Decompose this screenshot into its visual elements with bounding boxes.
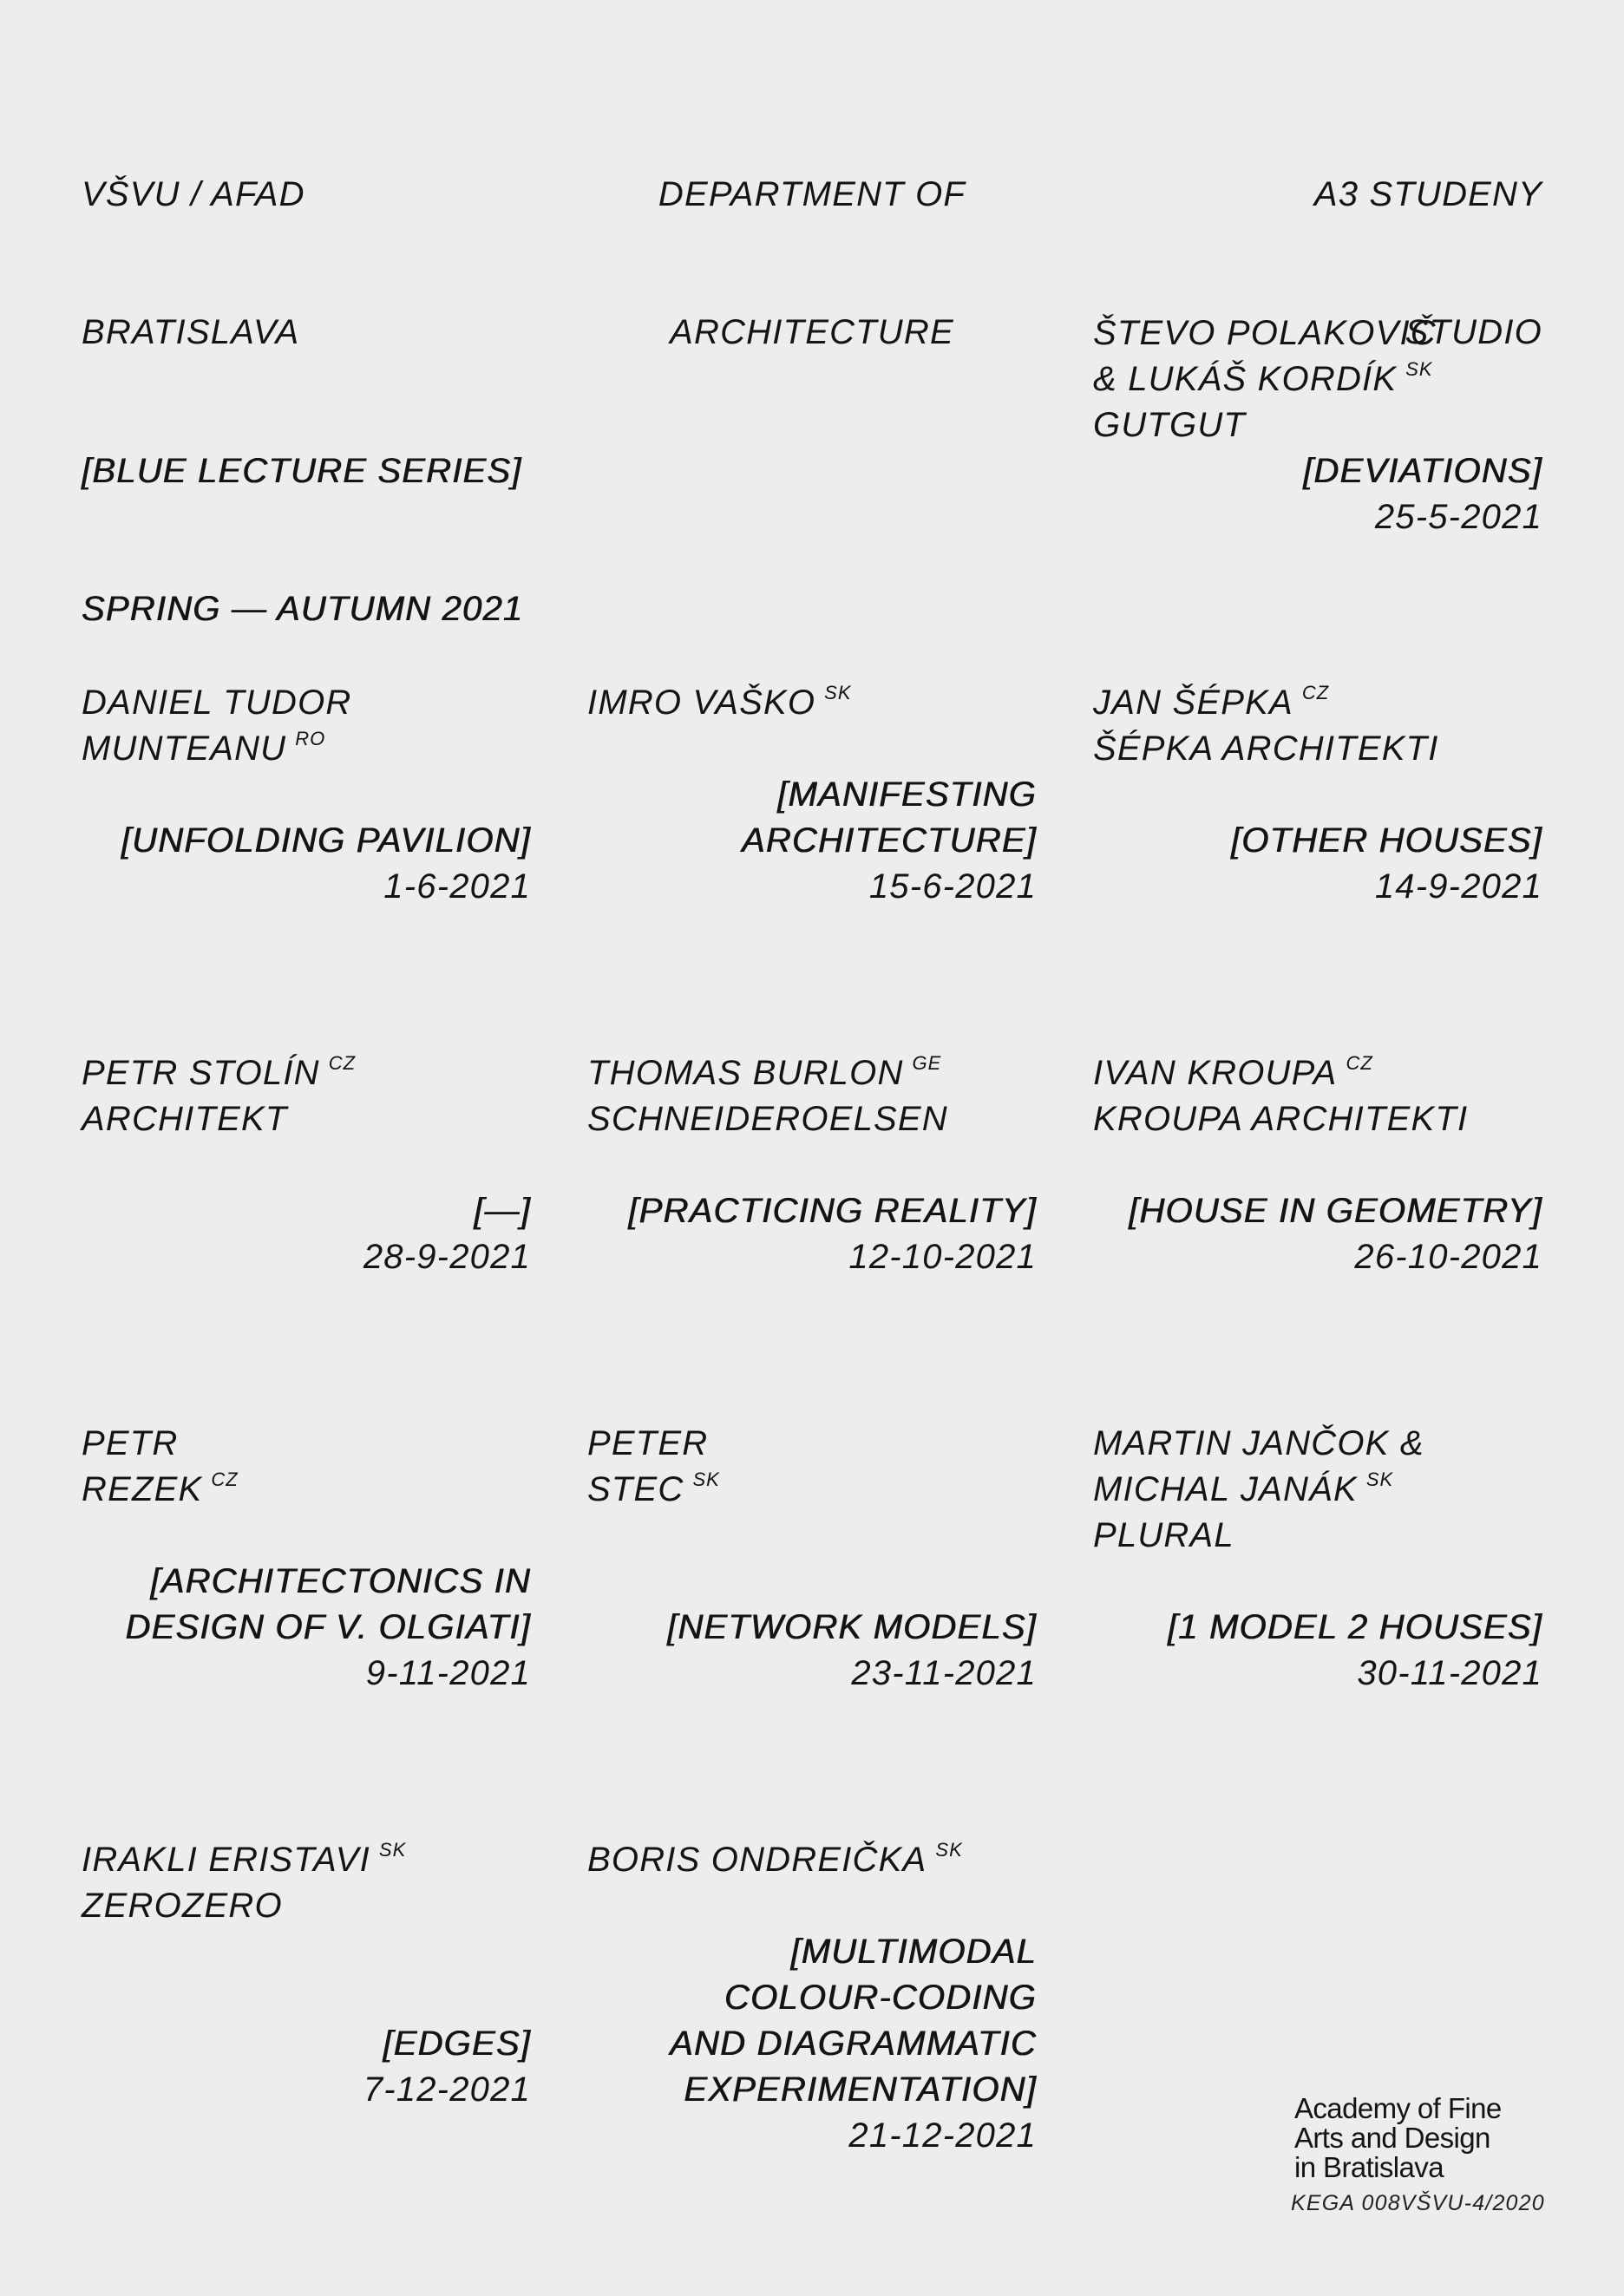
- series-title: [BLUE LECTURE SERIES]: [82, 452, 522, 490]
- country-code: RO: [295, 727, 326, 749]
- lecture-date: 14-9-2021: [1374, 867, 1542, 906]
- speaker-name: PETR STOLÍN $^{CZ}$: [82, 1051, 357, 1092]
- institution-name: VŠVU / AFAD BRATISLAVA: [82, 175, 305, 351]
- speaker-name: IRAKLI ERISTAVI $^{SK}$: [82, 1838, 407, 1879]
- speaker-name: IVAN KROUPA $^{CZ}$: [1093, 1051, 1373, 1092]
- country-code: SK: [1405, 357, 1433, 380]
- speaker-name: PETR: [82, 1424, 179, 1462]
- speaker-name: PETER: [587, 1424, 709, 1462]
- speaker-name: IMRO VAŠKO $^{SK}$: [587, 681, 852, 722]
- speaker-name: STEC $^{SK}$: [587, 1468, 720, 1508]
- lecture-title: DESIGN OF V. OLGIATI]: [125, 1608, 531, 1646]
- lecture-speaker: [82, 1050, 356, 1142]
- lecture-title: AND DIAGRAMMATIC: [670, 2025, 1037, 2063]
- series-title-block: [82, 357, 523, 678]
- country-code: CZ: [1346, 1051, 1373, 1074]
- lecture-title: [UNFOLDING PAVILION]: [121, 821, 531, 860]
- grant-code: KEGA 008VŠVU-4/2020: [1291, 2191, 1545, 2215]
- speaker-affiliation: KROUPA ARCHITEKTI: [1093, 1100, 1469, 1138]
- lecture-title-date: [82, 1559, 531, 1697]
- country-code: CZ: [1301, 681, 1330, 703]
- lecture-title-date: [587, 1188, 1037, 1280]
- lecture-date: 30-11-2021: [1357, 1654, 1542, 1692]
- lecture-title-date: [587, 1605, 1037, 1697]
- lecture-title: [OTHER HOUSES]: [1230, 821, 1542, 860]
- speaker-name: MUNTEANU $^{RO}$: [82, 727, 326, 768]
- lecture-title: [NETWORK MODELS]: [667, 1608, 1037, 1646]
- lecture-title-date: [1093, 1188, 1542, 1280]
- country-code: CZ: [211, 1468, 239, 1490]
- lecture-title-date: [82, 818, 531, 910]
- lecture-title: EXPERIMENTATION]: [684, 2070, 1037, 2109]
- lecture-title: [MULTIMODAL: [790, 1933, 1037, 1971]
- lecture-title: [1 MODEL 2 HOUSES]: [1167, 1608, 1542, 1646]
- country-code: SK: [378, 1838, 407, 1861]
- country-code: SK: [1365, 1468, 1394, 1490]
- academy-logo: Academy of Fine Arts and Design in Bratislava: [1294, 2092, 1502, 2183]
- lecture-date: 21-12-2021: [848, 2116, 1037, 2155]
- speaker-name: MICHAL JANÁK $^{SK}$: [1093, 1468, 1394, 1508]
- lecture-speaker: [82, 1837, 406, 1929]
- speaker-name: THOMAS BURLON $^{GE}$: [587, 1051, 942, 1092]
- lecture-date: 12-10-2021: [848, 1238, 1037, 1276]
- country-code: SK: [692, 1468, 720, 1490]
- lecture-title: [EDGES]: [383, 2025, 531, 2063]
- lecture-date: 7-12-2021: [363, 2070, 531, 2109]
- lecture-title: [DEVIATIONS]: [1303, 452, 1542, 490]
- department-name: DEPARTMENT OF ARCHITECTURE: [658, 175, 966, 351]
- speaker-name: ŠTEVO POLAKOVIČ: [1093, 314, 1437, 352]
- series-subtitle: SPRING — AUTUMN 2021: [82, 590, 524, 628]
- lecture-title-date: [1093, 818, 1542, 910]
- country-code: GE: [912, 1051, 942, 1074]
- country-code: SK: [824, 681, 852, 703]
- lecture-title: ARCHITECTURE]: [741, 821, 1037, 860]
- lecture-date: 25-5-2021: [1374, 498, 1542, 536]
- lecture-title: [ARCHITECTONICS IN: [150, 1562, 531, 1600]
- lecture-date: 9-11-2021: [365, 1654, 531, 1692]
- speaker-affiliation: SCHNEIDEROELSEN: [587, 1100, 948, 1138]
- speaker-affiliation: ZEROZERO: [82, 1887, 283, 1925]
- speaker-name: MARTIN JANČOK &: [1093, 1424, 1424, 1462]
- lecture-speaker: [587, 680, 852, 726]
- speaker-affiliation: GUTGUT: [1093, 406, 1247, 444]
- lecture-title: COLOUR-CODING: [724, 1979, 1037, 2017]
- speaker-name: JAN ŠÉPKA $^{CZ}$: [1093, 681, 1330, 722]
- lecture-speaker: [1093, 311, 1437, 448]
- studio-name: A3 STUDENY STUDIO: [1313, 175, 1542, 351]
- lecture-speaker: [82, 1421, 239, 1513]
- speaker-name: REZEK $^{CZ}$: [82, 1468, 239, 1508]
- lecture-title-date: [1093, 1605, 1542, 1697]
- lecture-speaker: [587, 1050, 948, 1142]
- speaker-affiliation: ARCHITEKT: [82, 1100, 288, 1138]
- lecture-speaker: [587, 1837, 963, 1883]
- lecture-title-date: [1093, 448, 1542, 540]
- lecture-title-date: [587, 772, 1037, 910]
- speaker-affiliation: PLURAL: [1093, 1516, 1234, 1554]
- lecture-title: [MANIFESTING: [777, 775, 1037, 814]
- lecture-speaker: [82, 680, 352, 772]
- speaker-name: BORIS ONDREIČKA $^{SK}$: [587, 1838, 963, 1879]
- speaker-name: DANIEL TUDOR: [82, 684, 352, 722]
- lecture-title: [HOUSE IN GEOMETRY]: [1129, 1192, 1542, 1230]
- speaker-name: & LUKÁŠ KORDÍK $^{SK}$: [1093, 357, 1433, 398]
- lecture-title: [PRACTICING REALITY]: [628, 1192, 1037, 1230]
- lecture-title-date: [82, 2021, 531, 2113]
- lecture-speaker: [1093, 680, 1439, 772]
- lecture-date: 28-9-2021: [363, 1238, 531, 1276]
- lecture-date: 23-11-2021: [851, 1654, 1037, 1692]
- lecture-speaker: [1093, 1421, 1424, 1559]
- lecture-title-date: [587, 1929, 1037, 2159]
- lecture-speaker: [587, 1421, 720, 1513]
- speaker-affiliation: ŠÉPKA ARCHITEKTI: [1093, 729, 1439, 768]
- lecture-date: 1-6-2021: [383, 867, 531, 906]
- lecture-speaker: [1093, 1050, 1468, 1142]
- lecture-date: 15-6-2021: [868, 867, 1037, 906]
- lecture-title: [—]: [474, 1192, 531, 1230]
- lecture-title-date: [82, 1188, 531, 1280]
- lecture-date: 26-10-2021: [1354, 1238, 1542, 1276]
- country-code: SK: [935, 1838, 963, 1861]
- country-code: CZ: [328, 1051, 357, 1074]
